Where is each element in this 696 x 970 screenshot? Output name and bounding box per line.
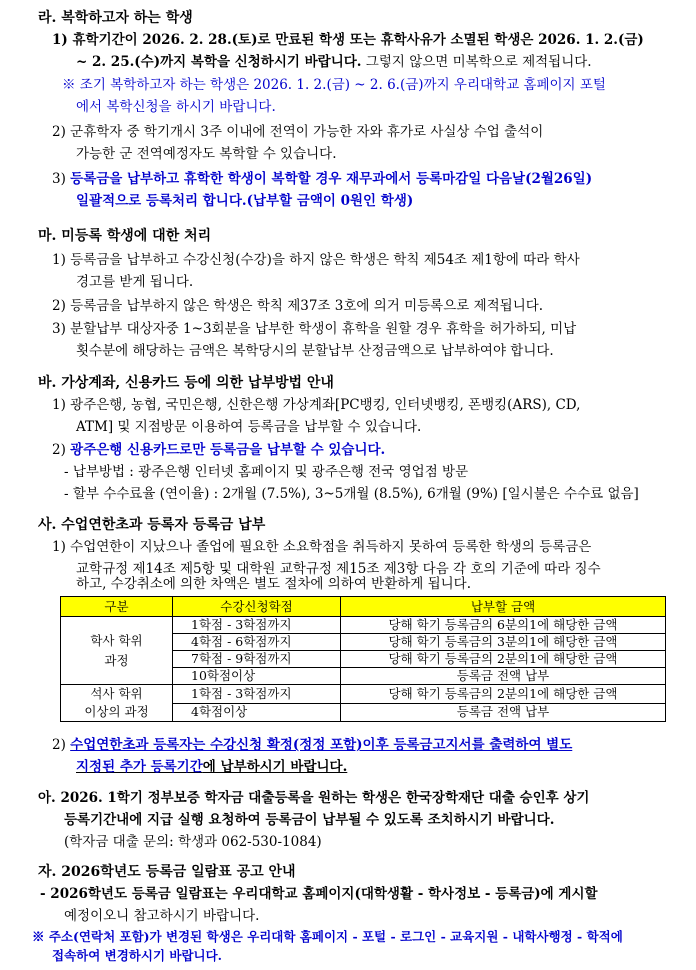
credits-cell: 4학점이상 xyxy=(173,703,341,722)
amount-cell: 당해 학기 등록금의 2분의1에 해당한 금액 xyxy=(341,651,666,668)
ra-item-3-line-2: 일괄적으로 등록처리 합니다.(납부할 금액이 0원인 학생) xyxy=(76,193,414,209)
ma-item-1-line-2: 경고를 받게 됩니다. xyxy=(76,274,194,290)
section-a-inquiry: (학자금 대출 문의: 학생과 062-530-1084) xyxy=(64,834,322,850)
credits-cell: 7학점 - 9학점까지 xyxy=(173,651,341,668)
address-change-note-line-2: 접속하여 변경하시기 바랍니다. xyxy=(52,948,223,963)
header-category: 구분 xyxy=(61,597,173,617)
ma-item-1-line-1: 1) 등록금을 납부하고 수강신청(수강)을 하지 않은 학생은 학칙 제54조 제1항에 따라 학사 xyxy=(52,252,580,268)
ja-line-1: - 2026학년도 등록금 일람표는 우리대학교 홈페이지(대학생활 - 학사정보 - 등록금)에 게시할 xyxy=(40,886,598,902)
ba-detail-installment: - 할부 수수료율 (연이율) : 2개월 (7.5%), 3~5개월 (8.5%), 6개월 (9%) [일시불은 수수료 없음] xyxy=(64,486,639,502)
tuition-table xyxy=(60,596,666,722)
section-sa-title: 사. 수업연한초과 등록자 등록금 납부 xyxy=(38,517,266,533)
table-row xyxy=(61,685,666,704)
sa-item-1-line-2: 교학규정 제14조 제5항 및 대학원 교학규정 제15조 제3항 다음 각 호의 기준에 따라 징수 xyxy=(76,561,601,577)
section-ma-title: 마. 미등록 학생에 대한 처리 xyxy=(38,228,212,244)
ra-note-line-1: ※ 조기 복학하고자 하는 학생은 2026. 1. 2.(금) ~ 2. 6.(금)까지 우리대학교 홈페이지 포털 xyxy=(62,77,606,93)
section-ba-title: 바. 가상계좌, 신용카드 등에 의한 납부방법 안내 xyxy=(38,375,334,391)
amount-cell: 당해 학기 등록금의 3분의1에 해당한 금액 xyxy=(341,634,666,651)
ma-item-3-line-2: 횟수분에 해당하는 금액은 복학당시의 분할납부 산정금액으로 납부하여야 합니다. xyxy=(76,343,554,359)
amount-cell: 당해 학기 등록금의 2분의1에 해당한 금액 xyxy=(341,685,666,704)
ra-item-3-line-1: 3) 등록금을 납부하고 휴학한 학생이 복학할 경우 재무과에서 등록마감일 다음날(2월26일) xyxy=(52,171,593,187)
section-ra-title: 라. 복학하고자 하는 학생 xyxy=(38,10,193,26)
credits-cell: 10학점이상 xyxy=(173,668,341,685)
ba-item-2: 2) 광주은행 신용카드로만 등록금을 납부할 수 있습니다. xyxy=(52,442,386,458)
header-amount: 납부할 금액 xyxy=(341,597,666,617)
ma-item-3-line-1: 3) 분할납부 대상자중 1~3회분을 납부한 학생이 휴학을 원할 경우 휴학을 허가하되, 미납 xyxy=(52,321,577,337)
ra-note-line-2: 에서 복학신청을 하시기 바랍니다. xyxy=(76,99,276,115)
credits-cell: 4학점 - 6학점까지 xyxy=(173,634,341,651)
ra-item-1-line-2: ~ 2. 25.(수)까지 복학을 신청하시기 바랍니다. 그렇지 않으면 미복학으로 제적됩니다. xyxy=(76,54,592,70)
amount-cell: 등록금 전액 납부 xyxy=(341,703,666,722)
address-change-note-line-1: ※ 주소(연락처 포함)가 변경된 학생은 우리대학 홈페이지 - 포털 - 로그인 - 교육지원 - 내학사행정 - 학적에 xyxy=(32,929,623,944)
ra-item-2-line-1: 2) 군휴학자 중 학기개시 3주 이내에 전역이 가능한 자와 휴가로 사실상 수업 출석이 xyxy=(52,124,544,140)
credits-cell: 1학점 - 3학점까지 xyxy=(173,617,341,634)
ba-detail-method: - 납부방법 : 광주은행 인터넷 홈페이지 및 광주은행 전국 영업점 방문 xyxy=(64,464,469,480)
bachelor-group-cell: 학사 학위 과정 xyxy=(61,617,173,685)
credits-cell: 1학점 - 3학점까지 xyxy=(173,685,341,704)
section-a-line-1: 아. 2026. 1학기 정부보증 학자금 대출등록을 원하는 학생은 한국장학재단 대출 승인후 상기 xyxy=(38,790,590,806)
ba-item-1-line-1: 1) 광주은행, 농협, 국민은행, 신한은행 가상계좌[PC뱅킹, 인터넷뱅킹, 폰뱅킹(ARS), CD, xyxy=(52,397,581,413)
ba-item-1-line-2: ATM] 및 지점방문 이용하여 등록금을 납부할 수 있습니다. xyxy=(76,419,422,435)
amount-cell: 등록금 전액 납부 xyxy=(341,668,666,685)
table-header-row xyxy=(61,597,666,617)
master-group-cell: 석사 학위 이상의 과정 xyxy=(61,685,173,722)
ra-item-1-line-1: 1) 휴학기간이 2026. 2. 28.(토)로 만료된 학생 또는 휴학사유가 소멸된 학생은 2026. 1. 2.(금) xyxy=(52,32,644,48)
table-row xyxy=(61,617,666,634)
section-ja-title: 자. 2026학년도 등록금 일람표 공고 안내 xyxy=(38,864,296,880)
section-a-line-2: 등록기간내에 지급 실행 요청하여 등록금이 납부될 수 있도록 조치하시기 바랍니다. xyxy=(64,812,555,828)
ra-item-2-line-2: 가능한 군 전역예정자도 복학할 수 있습니다. xyxy=(76,146,337,162)
header-credits: 수강신청학점 xyxy=(173,597,341,617)
sa-item-2-line-2: 지정된 추가 등록기간에 납부하시기 바랍니다. xyxy=(76,759,348,775)
amount-cell: 당해 학기 등록금의 6분의1에 해당한 금액 xyxy=(341,617,666,634)
ma-item-2: 2) 등록금을 납부하지 않은 학생은 학칙 제37조 3호에 의거 미등록으로 제적됩니다. xyxy=(52,298,544,314)
sa-item-1-line-3: 하고, 수강취소에 의한 차액은 별도 절차에 의하여 반환하게 됩니다. xyxy=(76,576,472,592)
sa-item-1-line-1: 1) 수업연한이 지났으나 졸업에 필요한 소요학점을 취득하지 못하여 등록한 학생의 등록금은 xyxy=(52,539,592,555)
sa-item-2-line-1: 2) 수업연한초과 등록자는 수강신청 확정(정정 포함)이후 등록금고지서를 출력하여 별도 xyxy=(52,737,573,753)
ja-line-2: 예정이오니 참고하시기 바랍니다. xyxy=(64,908,260,924)
